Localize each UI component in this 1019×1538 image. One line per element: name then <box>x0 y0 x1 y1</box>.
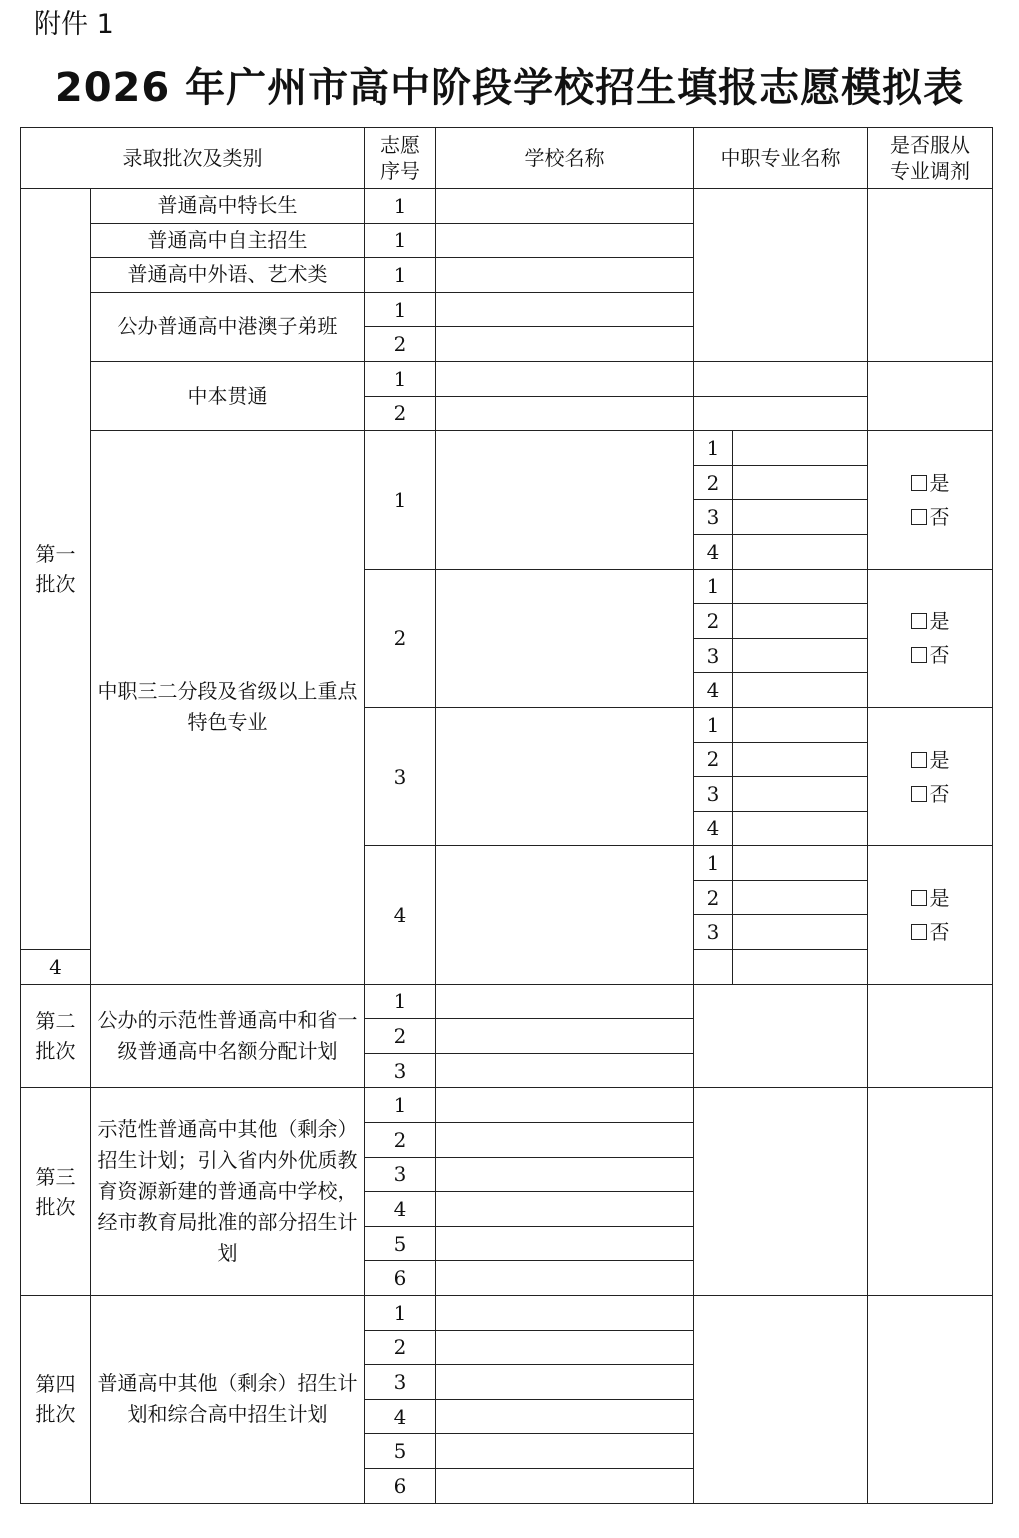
order-number: 4 <box>365 1399 436 1434</box>
major-order-number: 2 <box>694 742 733 777</box>
header-category: 录取批次及类别 <box>21 128 365 189</box>
order-number: 6 <box>365 1261 436 1296</box>
order-number: 3 <box>365 707 436 845</box>
order-number: 1 <box>365 189 436 224</box>
major-name-input[interactable] <box>694 361 868 396</box>
school-name-input[interactable] <box>436 258 694 293</box>
major-order-number: 3 <box>694 638 733 673</box>
adjust-choice-cell <box>868 431 993 569</box>
order-number: 3 <box>365 1053 436 1088</box>
adjust-option-label: 是 <box>929 747 950 772</box>
major-name-input[interactable] <box>733 707 868 742</box>
application-form-table <box>20 127 993 1504</box>
order-number: 6 <box>365 1468 436 1503</box>
order-number: 2 <box>365 1330 436 1365</box>
school-name-input[interactable] <box>436 1261 694 1296</box>
adjust-option-label: 是 <box>929 609 950 634</box>
category-c2: 普通高中自主招生 <box>91 223 365 258</box>
adjust-option-yes[interactable] <box>868 466 992 500</box>
order-number: 2 <box>365 1123 436 1158</box>
adjust-merged <box>868 1088 993 1296</box>
order-number: 5 <box>365 1226 436 1261</box>
major-name-input[interactable] <box>694 396 868 431</box>
major-order-number: 1 <box>694 431 733 466</box>
major-name-input[interactable] <box>733 534 868 569</box>
major-name-input[interactable] <box>733 811 868 846</box>
order-number: 5 <box>365 1434 436 1469</box>
major-name-input[interactable] <box>733 431 868 466</box>
school-name-input[interactable] <box>436 984 694 1019</box>
adjust-option-no[interactable] <box>868 777 992 811</box>
batch-label: 第三批次 <box>21 1088 91 1296</box>
major-name-input[interactable] <box>733 500 868 535</box>
school-name-input[interactable] <box>436 1019 694 1054</box>
major-name-merged[interactable] <box>694 1088 868 1296</box>
major-order-number: 3 <box>694 500 733 535</box>
major-name-input[interactable] <box>733 880 868 915</box>
order-number: 2 <box>365 1019 436 1054</box>
order-number: 2 <box>365 569 436 707</box>
adjust-option-label: 否 <box>929 919 950 944</box>
order-number: 1 <box>365 292 436 327</box>
adjust-merged <box>868 189 993 362</box>
order-number: 1 <box>365 258 436 293</box>
school-name-input[interactable] <box>436 327 694 362</box>
category-c1: 普通高中特长生 <box>91 189 365 224</box>
major-order-number: 1 <box>694 846 733 881</box>
major-name-input[interactable] <box>733 673 868 708</box>
order-number: 4 <box>365 1192 436 1227</box>
major-order-number: 1 <box>694 707 733 742</box>
major-name-input[interactable] <box>733 742 868 777</box>
category-c5: 中本贯通 <box>91 361 365 430</box>
major-order-number: 4 <box>694 534 733 569</box>
checkbox-yes[interactable] <box>911 890 927 906</box>
major-name-input[interactable] <box>733 465 868 500</box>
order-number: 4 <box>365 846 436 984</box>
school-name-input[interactable] <box>436 1226 694 1261</box>
school-name-input[interactable] <box>436 846 694 984</box>
major-name-merged[interactable] <box>694 984 868 1088</box>
major-order-number: 1 <box>694 569 733 604</box>
adjust-option-label: 是 <box>929 470 950 495</box>
annex-label: 附件 1 <box>34 9 114 40</box>
school-name-input[interactable] <box>436 1365 694 1400</box>
major-name-input[interactable] <box>733 846 868 881</box>
adjust-option-yes[interactable] <box>868 881 992 915</box>
adjust-option-label: 否 <box>929 504 950 529</box>
category-c8: 示范性普通高中其他（剩余）招生计划；引入省内外优质教育资源新建的普通高中学校，经市教育局批准的部分招生计划 <box>91 1088 365 1296</box>
school-name-input[interactable] <box>436 1468 694 1503</box>
school-name-input[interactable] <box>436 1123 694 1158</box>
school-name-input[interactable] <box>436 396 694 431</box>
adjust-merged <box>868 361 993 430</box>
adjust-option-yes[interactable] <box>868 604 992 638</box>
order-number: 1 <box>365 1088 436 1123</box>
checkbox-yes[interactable] <box>911 475 927 491</box>
school-name-input[interactable] <box>436 1192 694 1227</box>
school-name-input[interactable] <box>436 223 694 258</box>
order-number: 2 <box>365 396 436 431</box>
major-name-input[interactable] <box>733 569 868 604</box>
major-order-number: 3 <box>694 777 733 812</box>
school-name-input[interactable] <box>436 1399 694 1434</box>
order-number: 1 <box>365 984 436 1019</box>
checkbox-no[interactable] <box>911 647 927 663</box>
school-name-input[interactable] <box>436 1296 694 1331</box>
major-name-input[interactable] <box>733 638 868 673</box>
adjust-option-label: 否 <box>929 781 950 806</box>
adjust-option-no[interactable] <box>868 915 992 949</box>
header-order: 志愿序号 <box>365 128 436 189</box>
adjust-option-label: 是 <box>929 885 950 910</box>
adjust-merged <box>868 1296 993 1504</box>
school-name-input[interactable] <box>436 292 694 327</box>
adjust-choice-cell <box>868 707 993 845</box>
category-c3: 普通高中外语、艺术类 <box>91 258 365 293</box>
school-name-input[interactable] <box>436 707 694 845</box>
order-number: 1 <box>365 431 436 569</box>
school-name-input[interactable] <box>436 569 694 707</box>
school-name-input[interactable] <box>436 361 694 396</box>
order-number: 1 <box>365 223 436 258</box>
checkbox-yes[interactable] <box>911 613 927 629</box>
order-number: 1 <box>365 361 436 396</box>
category-c4: 公办普通高中港澳子弟班 <box>91 292 365 361</box>
major-order-number: 2 <box>694 604 733 639</box>
order-number: 1 <box>365 1296 436 1331</box>
batch-label: 第二批次 <box>21 984 91 1088</box>
page-title: 2026 年广州市高中阶段学校招生填报志愿模拟表 <box>54 65 965 111</box>
adjust-choice-cell <box>868 569 993 707</box>
adjust-merged <box>868 984 993 1088</box>
header-major: 中职专业名称 <box>694 128 868 189</box>
checkbox-no[interactable] <box>911 509 927 525</box>
major-order-number: 2 <box>694 880 733 915</box>
major-name-input[interactable] <box>733 777 868 812</box>
adjust-choice-cell <box>868 846 993 984</box>
adjust-option-no[interactable] <box>868 500 992 534</box>
header-school: 学校名称 <box>436 128 694 189</box>
major-order-number: 3 <box>694 915 733 950</box>
checkbox-yes[interactable] <box>911 752 927 768</box>
school-name-input[interactable] <box>436 1088 694 1123</box>
major-order-number: 4 <box>21 950 91 985</box>
major-order-number: 2 <box>694 465 733 500</box>
school-name-input[interactable] <box>436 1157 694 1192</box>
batch-label: 第四批次 <box>21 1296 91 1504</box>
adjust-option-label: 否 <box>929 643 950 668</box>
school-name-input[interactable] <box>436 1053 694 1088</box>
checkbox-no[interactable] <box>911 924 927 940</box>
school-name-input[interactable] <box>436 1434 694 1469</box>
order-number: 3 <box>365 1157 436 1192</box>
batch-label: 第一批次 <box>21 189 91 950</box>
school-name-input[interactable] <box>436 1330 694 1365</box>
major-name-merged[interactable] <box>694 1296 868 1504</box>
major-name-input[interactable] <box>733 604 868 639</box>
order-number: 2 <box>365 327 436 362</box>
adjust-option-no[interactable] <box>868 638 992 672</box>
order-number: 3 <box>365 1365 436 1400</box>
category-c6: 中职三二分段及省级以上重点特色专业 <box>91 431 365 985</box>
major-name-input[interactable] <box>733 915 868 950</box>
school-name-input[interactable] <box>436 189 694 224</box>
header-adjust: 是否服从专业调剂 <box>868 128 993 189</box>
adjust-option-yes[interactable] <box>868 743 992 777</box>
school-name-input[interactable] <box>436 431 694 569</box>
major-order-number: 4 <box>694 673 733 708</box>
category-c9: 普通高中其他（剩余）招生计划和综合高中招生计划 <box>91 1296 365 1504</box>
major-name-merged[interactable] <box>694 189 868 362</box>
checkbox-no[interactable] <box>911 786 927 802</box>
major-name-input[interactable] <box>694 950 733 985</box>
category-c7: 公办的示范性普通高中和省一级普通高中名额分配计划 <box>91 984 365 1088</box>
major-order-number: 4 <box>694 811 733 846</box>
